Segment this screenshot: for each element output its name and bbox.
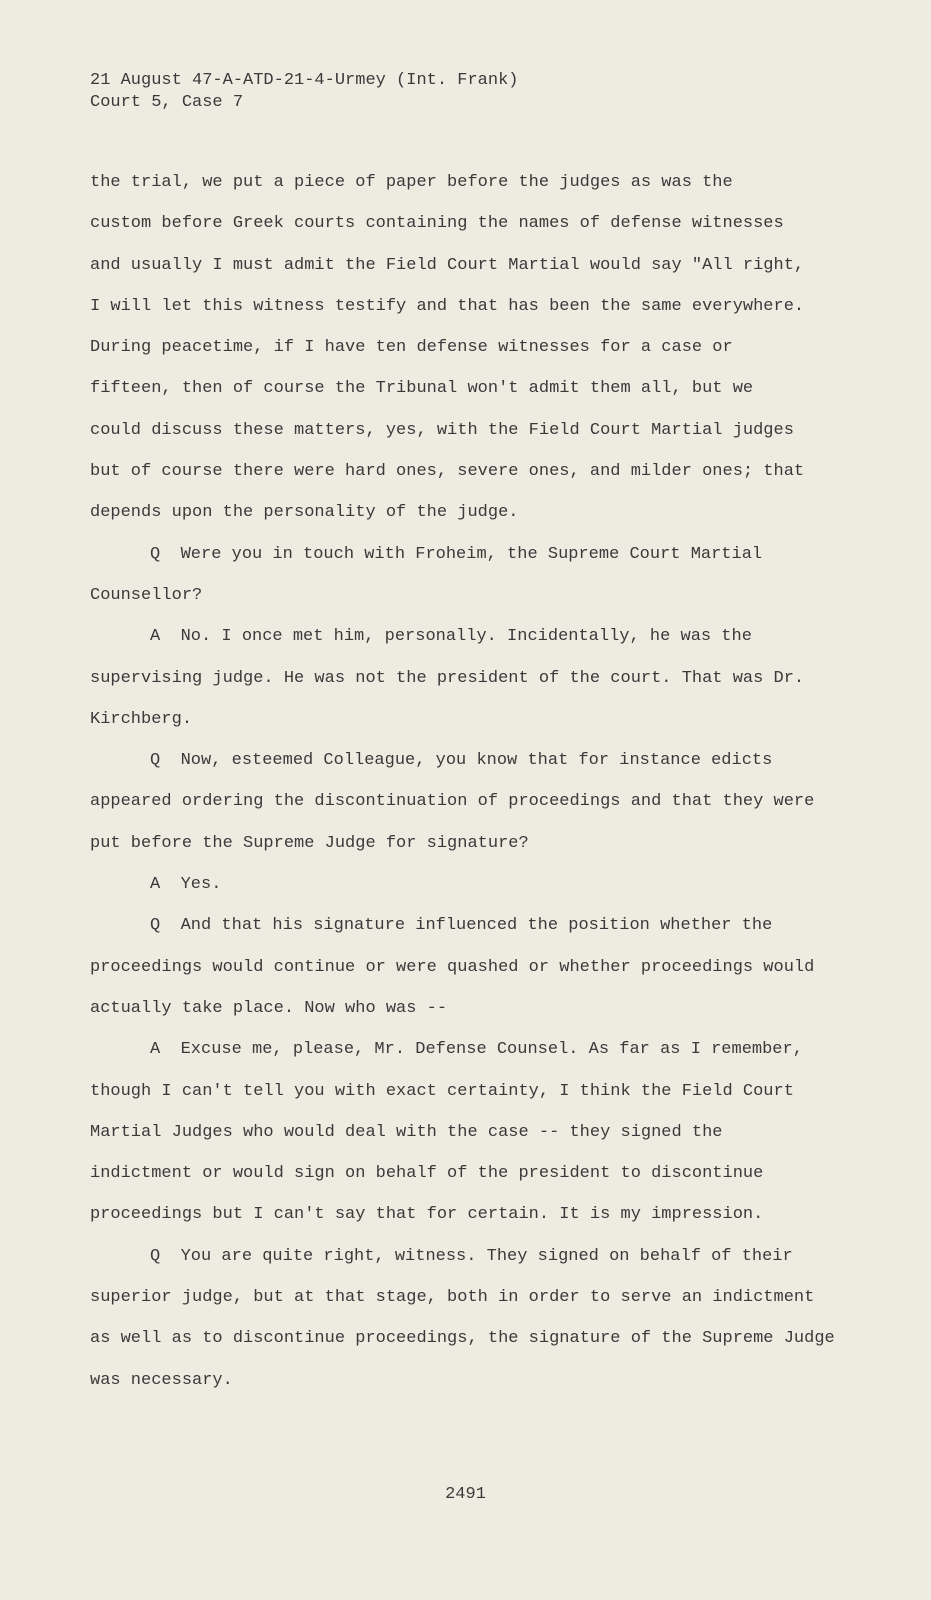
text-line: supervising judge. He was not the president of the court. That was Dr. — [90, 668, 805, 688]
page-number: 2491 — [445, 1485, 486, 1504]
text-line: but of course there were hard ones, severe ones, and milder ones; that — [90, 462, 805, 482]
text-line: and usually I must admit the Field Court Martial would say "All right, — [90, 255, 805, 275]
text-line: was necessary. — [90, 1370, 233, 1390]
paragraph — [90, 872, 835, 913]
document-header — [90, 70, 518, 114]
paragraph — [90, 1244, 835, 1409]
paragraph — [90, 542, 835, 625]
text-line: Q And that his signature influenced the position whether the — [150, 916, 773, 936]
header-court-case: Court 5, Case 7 — [90, 93, 244, 112]
paragraph — [90, 913, 835, 1037]
text-line: Kirchberg. — [90, 709, 193, 729]
paragraph — [90, 170, 835, 542]
text-line: Martial Judges who would deal with the case -- they signed the — [90, 1122, 723, 1142]
text-line: A Excuse me, please, Mr. Defense Counsel. As far as I remember, — [150, 1040, 803, 1060]
text-line: depends upon the personality of the judge. — [90, 503, 519, 523]
text-line: Q You are quite right, witness. They signed on behalf of their — [150, 1246, 793, 1266]
header-reference: 21 August 47-A-ATD-21-4-Urmey (Int. Frank) — [90, 71, 519, 90]
text-line: actually take place. Now who was -- — [90, 998, 448, 1018]
text-line: proceedings would continue or were quashed or whether proceedings would — [90, 957, 815, 977]
text-line: During peacetime, if I have ten defense witnesses for a case or — [90, 338, 733, 358]
paragraph — [90, 624, 835, 748]
text-line: appeared ordering the discontinuation of proceedings and that they were — [90, 792, 815, 812]
text-line: Q Were you in touch with Froheim, the Supreme Court Martial — [150, 544, 763, 564]
text-line: custom before Greek courts containing the names of defense witnesses — [90, 214, 784, 234]
paragraph — [90, 1037, 835, 1243]
text-line: A Yes. — [150, 875, 222, 895]
text-line: I will let this witness testify and that has been the same everywhere. — [90, 296, 805, 316]
text-line: could discuss these matters, yes, with the Field Court Martial judges — [90, 420, 794, 440]
transcript-body — [90, 170, 835, 1409]
text-line: Counsellor? — [90, 585, 203, 605]
text-line: though I can't tell you with exact certainty, I think the Field Court — [90, 1081, 794, 1101]
text-line: put before the Supreme Judge for signature? — [90, 833, 529, 853]
text-line: Q Now, esteemed Colleague, you know that for instance edicts — [150, 751, 773, 771]
paragraph — [90, 748, 835, 872]
text-line: superior judge, but at that stage, both in order to serve an indictment — [90, 1288, 815, 1308]
text-line: proceedings but I can't say that for certain. It is my impression. — [90, 1205, 764, 1225]
text-line: A No. I once met him, personally. Incidentally, he was the — [150, 627, 752, 647]
text-line: as well as to discontinue proceedings, the signature of the Supreme Judge — [90, 1329, 835, 1349]
text-line: fifteen, then of course the Tribunal won't admit them all, but we — [90, 379, 754, 399]
text-line: the trial, we put a piece of paper before the judges as was the — [90, 173, 733, 192]
text-line: indictment or would sign on behalf of the president to discontinue — [90, 1164, 764, 1184]
